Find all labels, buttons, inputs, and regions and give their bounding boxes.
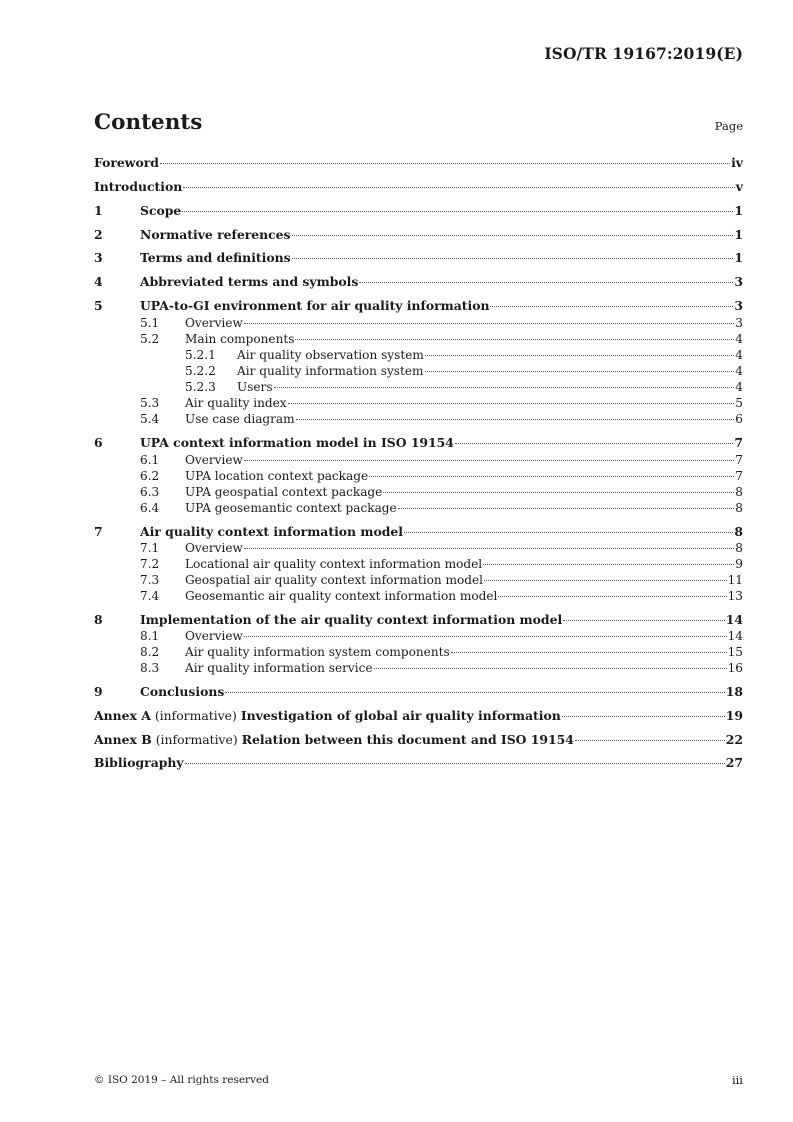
toc-entry-clause-6[interactable]	[94, 435, 743, 451]
toc-entry-introduction[interactable]	[94, 179, 743, 195]
dot-leader	[295, 339, 734, 340]
contents-heading: Contents	[94, 110, 203, 135]
dot-leader	[292, 235, 734, 236]
toc-entry-clause-7[interactable]	[94, 524, 743, 540]
toc-entry-title: Geospatial air quality context information model	[185, 573, 484, 587]
toc-entry-title: Overview	[185, 629, 243, 643]
toc-entry-clause-1[interactable]	[94, 203, 743, 219]
copyright-notice: © ISO 2019 – All rights reserved	[94, 1074, 269, 1086]
toc-entry-title: Air quality information system components	[185, 645, 450, 659]
toc-entry-title: Conclusions	[140, 684, 225, 699]
toc-entry-5-4[interactable]	[94, 411, 743, 427]
toc-entry-page: 8	[735, 501, 743, 515]
dot-leader	[562, 716, 725, 717]
toc-entry-number: 5.3	[140, 396, 160, 410]
toc-entry-page: 3	[734, 298, 743, 313]
toc-annex-status: (informative)	[154, 708, 237, 723]
dot-leader	[455, 443, 733, 444]
toc-entry-page: iv	[731, 155, 743, 170]
toc-entry-number: 6.2	[140, 469, 160, 483]
toc-entry-number: 8	[94, 612, 103, 627]
toc-entry-title: Air quality observation system	[237, 348, 424, 362]
dot-leader	[244, 460, 734, 461]
toc-entry-title: Bibliography	[94, 755, 184, 770]
toc-entry-page: 1	[734, 227, 743, 242]
toc-entry-title: Air quality information system	[237, 364, 424, 378]
toc-entry-title: Main components	[185, 332, 295, 346]
toc-entry-number: 9	[94, 684, 103, 699]
toc-entry-8-2[interactable]	[94, 644, 743, 660]
toc-entry-page: 11	[727, 573, 743, 587]
toc-entry-page: 3	[734, 274, 743, 289]
dot-leader	[369, 476, 734, 477]
toc-entry-page: 22	[725, 732, 743, 747]
toc-entry-page: 15	[727, 645, 743, 659]
toc-entry-page: 4	[735, 364, 743, 378]
toc-entry-title: UPA geospatial context package	[185, 485, 383, 499]
toc-entry-title: Investigation of global air quality information	[240, 708, 561, 723]
dot-leader	[498, 596, 726, 597]
dot-leader	[185, 763, 725, 764]
page-number: iii	[731, 1073, 743, 1087]
dot-leader	[563, 620, 725, 621]
toc-entry-title: UPA geosemantic context package	[185, 501, 397, 515]
toc-entry-number: 4	[94, 274, 103, 289]
toc-entry-number: 8.1	[140, 629, 160, 643]
toc-entry-page: 4	[735, 348, 743, 362]
toc-entry-6-4[interactable]	[94, 500, 743, 516]
dot-leader	[296, 419, 735, 420]
toc-entry-6-3[interactable]	[94, 484, 743, 500]
toc-entry-annex-a[interactable]	[94, 708, 743, 724]
toc-entry-page: 13	[727, 589, 743, 603]
toc-entry-5-2[interactable]	[94, 331, 743, 347]
toc-entry-page: 9	[735, 557, 743, 571]
dot-leader	[244, 636, 727, 637]
toc-entry-6-2[interactable]	[94, 468, 743, 484]
dot-leader	[244, 548, 734, 549]
toc-entry-number: 8.3	[140, 661, 160, 675]
toc-entry-number: 6.1	[140, 453, 160, 467]
toc-entry-number: 5.4	[140, 412, 160, 426]
dot-leader	[274, 387, 735, 388]
toc-entry-title: UPA context information model in ISO 19154	[140, 435, 454, 450]
toc-entry-8-1[interactable]	[94, 628, 743, 644]
toc-entry-number: 7.3	[140, 573, 160, 587]
toc-entry-title: Air quality index	[185, 396, 287, 410]
toc-entry-title: Normative references	[140, 227, 291, 242]
toc-entry-page: 7	[735, 469, 743, 483]
dot-leader	[425, 371, 735, 372]
toc-entry-number: 2	[94, 227, 103, 242]
toc-entry-clause-3[interactable]	[94, 250, 743, 266]
toc-entry-number: 6	[94, 435, 103, 450]
toc-entry-title: Use case diagram	[185, 412, 295, 426]
toc-entry-title: Geosemantic air quality context information model	[185, 589, 498, 603]
toc-entry-page: 1	[734, 250, 743, 265]
toc-entry-title: UPA location context package	[185, 469, 369, 483]
toc-entry-clause-5[interactable]	[94, 298, 743, 314]
toc-annex-status: (informative)	[155, 732, 238, 747]
toc-entry-title: Introduction	[94, 179, 183, 194]
dot-leader	[374, 668, 727, 669]
toc-entry-7-4[interactable]	[94, 588, 743, 604]
toc-entry-number: 5	[94, 298, 103, 313]
toc-entry-page: 27	[725, 755, 743, 770]
toc-entry-6-1[interactable]	[94, 452, 743, 468]
toc-entry-title: Air quality context information model	[140, 524, 403, 539]
toc-entry-title: Air quality information service	[185, 661, 373, 675]
dot-leader	[383, 492, 734, 493]
toc-entry-8-3[interactable]	[94, 660, 743, 676]
toc-entry-page: 1	[734, 203, 743, 218]
toc-entry-number: 1	[94, 203, 103, 218]
dot-leader	[425, 355, 734, 356]
toc-entry-page: 4	[735, 380, 743, 394]
toc-entry-5-3[interactable]	[94, 395, 743, 411]
toc-entry-number: 5.2.3	[185, 380, 216, 394]
toc-entry-title: UPA-to-GI environment for air quality information	[140, 298, 490, 313]
toc-entry-7-2[interactable]	[94, 556, 743, 572]
toc-entry-clause-4[interactable]	[94, 274, 743, 290]
toc-entry-title: Implementation of the air quality context information model	[140, 612, 563, 627]
toc-entry-title: Overview	[185, 541, 243, 555]
dot-leader	[292, 258, 734, 259]
toc-entry-number: 7.1	[140, 541, 160, 555]
toc-annex-label: Annex B	[94, 732, 152, 747]
toc-entry-title: Relation between this document and ISO 19154	[241, 732, 574, 747]
dot-leader	[288, 403, 735, 404]
document-reference: ISO/TR 19167:2019(E)	[544, 44, 743, 63]
toc-entry-page: 18	[725, 684, 743, 699]
toc-entry-7-3[interactable]	[94, 572, 743, 588]
toc-entry-page: 14	[725, 612, 743, 627]
dot-leader	[183, 187, 735, 188]
dot-leader	[244, 323, 734, 324]
toc-entry-5-2-2[interactable]	[94, 363, 743, 379]
toc-entry-page: 19	[725, 708, 743, 723]
toc-entry-annex-b[interactable]	[94, 732, 743, 748]
toc-entry-clause-9[interactable]	[94, 684, 743, 700]
page-column-label: Page	[714, 119, 743, 133]
toc-entry-page: 14	[727, 629, 743, 643]
toc-entry-title: Foreword	[94, 155, 159, 170]
toc-annex-label: Annex A	[94, 708, 151, 723]
toc-entry-number: 3	[94, 250, 103, 265]
toc-entry-title: Overview	[185, 453, 243, 467]
toc-entry-5-2-3[interactable]	[94, 379, 743, 395]
dot-leader	[359, 282, 733, 283]
toc-entry-title: Users	[237, 380, 273, 394]
toc-entry-title: Locational air quality context information model	[185, 557, 483, 571]
toc-entry-number: 8.2	[140, 645, 160, 659]
dot-leader	[575, 740, 725, 741]
toc-entry-page: 8	[735, 485, 743, 499]
toc-entry-page: 6	[735, 412, 743, 426]
toc-entry-page: 4	[735, 332, 743, 346]
dot-leader	[182, 211, 733, 212]
toc-entry-page: 16	[727, 661, 743, 675]
toc-entry-page: 3	[735, 316, 743, 330]
toc-entry-foreword[interactable]	[94, 155, 743, 171]
toc-entry-5-1[interactable]	[94, 315, 743, 331]
dot-leader	[484, 580, 727, 581]
toc-entry-number: 5.2	[140, 332, 160, 346]
toc-entry-number: 6.4	[140, 501, 160, 515]
toc-entry-clause-8[interactable]	[94, 612, 743, 628]
toc-entry-page: 7	[735, 453, 743, 467]
toc-entry-clause-2[interactable]	[94, 227, 743, 243]
toc-entry-number: 7.4	[140, 589, 160, 603]
toc-entry-title: Overview	[185, 316, 243, 330]
toc-entry-page: 8	[735, 541, 743, 555]
toc-entry-title: Abbreviated terms and symbols	[140, 274, 359, 289]
toc-entry-page: 8	[734, 524, 743, 539]
toc-entry-page: v	[735, 179, 743, 194]
toc-entry-page: 5	[735, 396, 743, 410]
toc-entry-7-1[interactable]	[94, 540, 743, 556]
toc-entry-number: 5.1	[140, 316, 160, 330]
dot-leader	[451, 652, 727, 653]
toc-entry-number: 6.3	[140, 485, 160, 499]
dot-leader	[225, 692, 724, 693]
toc-entry-title: Terms and definitions	[140, 250, 291, 265]
dot-leader	[398, 508, 735, 509]
toc-entry-5-2-1[interactable]	[94, 347, 743, 363]
dot-leader	[483, 564, 734, 565]
toc-entry-number: 5.2.2	[185, 364, 216, 378]
dot-leader	[490, 306, 733, 307]
dot-leader	[160, 163, 730, 164]
toc-entry-page: 7	[734, 435, 743, 450]
toc-entry-number: 7.2	[140, 557, 160, 571]
toc-entry-number: 7	[94, 524, 103, 539]
toc-entry-bibliography[interactable]	[94, 755, 743, 771]
dot-leader	[404, 532, 733, 533]
toc-entry-title: Scope	[140, 203, 182, 218]
toc-entry-number: 5.2.1	[185, 348, 216, 362]
